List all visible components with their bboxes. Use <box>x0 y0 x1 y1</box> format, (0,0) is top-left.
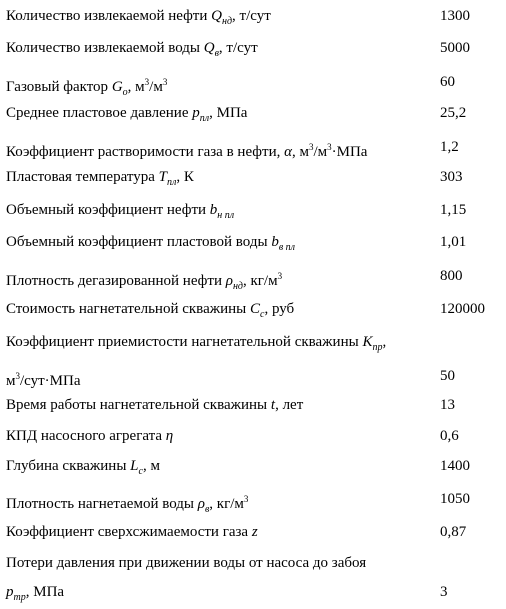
row-label: Глубина скважины $L_с$, м <box>6 458 160 477</box>
row-value: 1300 <box>440 8 470 24</box>
row-reservoir-temperature <box>6 167 506 187</box>
row-degassed-oil-density <box>6 266 506 292</box>
row-label: Коэффициент растворимости газа в нефти, α, $м^3/м^3\cdot МПа$ <box>6 142 368 160</box>
row-label: $м^3/сут\cdot МПа$ <box>6 371 81 389</box>
row-water-quantity <box>6 38 506 58</box>
row-injectivity-units <box>6 366 506 389</box>
row-value: 3 <box>440 584 448 600</box>
row-label: Время работы нагнетательной скважины t, лет <box>6 397 304 413</box>
row-gas-compressibility <box>6 522 506 542</box>
row-pump-efficiency <box>6 426 506 446</box>
row-label: Стоимость нагнетательной скважины $C_с$, руб <box>6 301 295 320</box>
row-value: 1,2 <box>440 139 459 155</box>
row-label: Объемный коэффициент нефти $b_{н пл}$ <box>6 202 235 221</box>
row-gas-solubility <box>6 137 506 160</box>
row-label: Плотность дегазированной нефти $\rho_{нд}$, $кг/м^3$ <box>6 271 283 292</box>
row-value: 0,6 <box>440 428 459 444</box>
row-value: 1,15 <box>440 202 467 218</box>
row-label: Пластовая температура $T_{пл}$, К <box>6 169 194 188</box>
row-injected-water-density <box>6 489 506 515</box>
row-value: 5000 <box>440 40 470 56</box>
row-oil-volume-factor <box>6 200 506 220</box>
row-oil-quantity <box>6 6 506 26</box>
row-well-depth <box>6 456 506 476</box>
row-label: Объемный коэффициент пластовой воды $b_{в пл}$ <box>6 234 296 253</box>
row-value: 25,2 <box>440 105 467 121</box>
row-value: 1050 <box>440 491 470 507</box>
row-pressure-loss <box>6 553 506 573</box>
row-value: 13 <box>440 397 455 413</box>
row-label: КПД насосного агрегата η <box>6 428 174 444</box>
row-label: $p_{тр}$, МПа <box>6 584 65 603</box>
row-reservoir-pressure <box>6 103 506 123</box>
row-value: 0,87 <box>440 524 467 540</box>
row-value: 303 <box>440 169 463 185</box>
row-value: 1,01 <box>440 234 467 250</box>
row-value: 120000 <box>440 301 485 317</box>
row-water-volume-factor <box>6 232 506 252</box>
row-injectivity-coefficient <box>6 332 506 352</box>
row-label: Газовый фактор $G_o$, $м^3/м^3$ <box>6 77 168 98</box>
row-label: Коэффициент приемистости нагнетательной скважины $K_{пр}$, <box>6 334 387 353</box>
row-gas-factor <box>6 72 506 98</box>
row-pressure-loss-symbol <box>6 582 506 602</box>
row-value: 800 <box>440 268 463 284</box>
row-injection-well-cost <box>6 299 506 319</box>
row-label: Количество извлекаемой воды $Q_в$, т/сут <box>6 40 258 59</box>
row-label: Среднее пластовое давление $p_{пл}$, МПа <box>6 105 248 124</box>
row-operating-time <box>6 395 506 415</box>
row-label: Коэффициент сверхсжимаемости газа z <box>6 524 258 540</box>
row-label: Потери давления при движении воды от насоса до забоя <box>6 555 367 571</box>
row-value: 50 <box>440 368 455 384</box>
row-label: Количество извлекаемой нефти $Q_{нд}$, т/сут <box>6 8 271 27</box>
row-label: Плотность нагнетаемой воды $\rho_в$, $кг/м^3$ <box>6 494 249 515</box>
row-value: 1400 <box>440 458 470 474</box>
row-value: 60 <box>440 74 455 90</box>
